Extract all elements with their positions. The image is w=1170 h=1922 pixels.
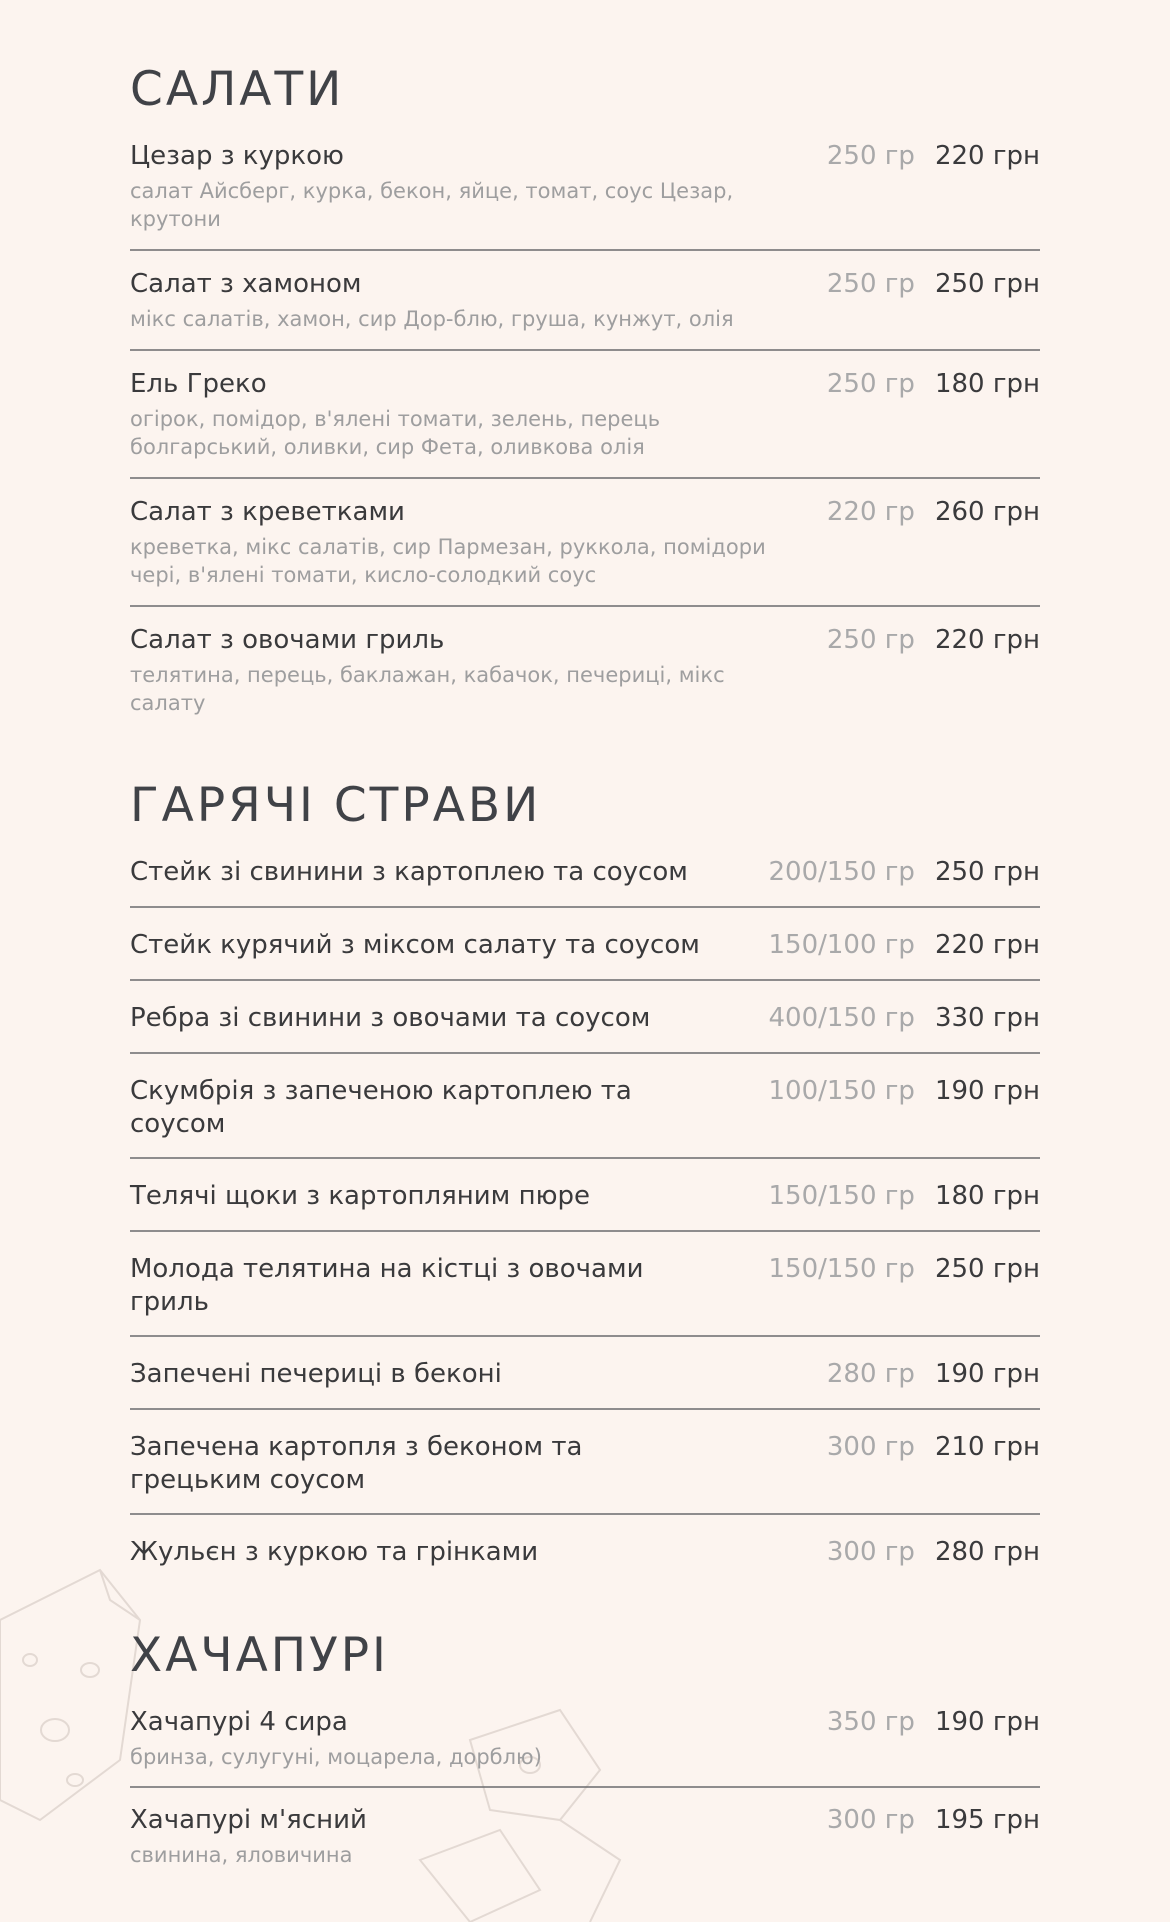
item-price: 250 грн bbox=[934, 857, 1040, 887]
menu-item bbox=[130, 1431, 1040, 1497]
item-price: 250 грн bbox=[934, 269, 1040, 299]
item-price: 220 грн bbox=[934, 141, 1040, 171]
divider bbox=[130, 1052, 1040, 1054]
item-price: 180 грн bbox=[934, 1181, 1040, 1211]
item-name: Хачапурі м'ясний bbox=[130, 1805, 367, 1835]
item-price: 180 грн bbox=[934, 369, 1040, 399]
item-description: мікс салатів, хамон, сир Дор-блю, груша, кунжут, олія bbox=[130, 307, 734, 331]
item-name: Стейк курячий з міксом салату та соусом bbox=[130, 930, 700, 960]
menu-item bbox=[130, 856, 1040, 889]
divider bbox=[130, 979, 1040, 981]
item-description: бринза, сулугуні, моцарела, дорблю) bbox=[130, 1745, 542, 1769]
item-price: 220 грн bbox=[934, 625, 1040, 655]
item-price: 250 грн bbox=[934, 1254, 1040, 1284]
menu-item bbox=[130, 496, 1040, 589]
item-name: Скумбрія з запеченою картоплею та соусом bbox=[130, 1076, 632, 1139]
item-name: Запечена картопля з беконом та грецьким соусом bbox=[130, 1432, 583, 1495]
menu-item bbox=[130, 1002, 1040, 1035]
item-weight: 250 гр bbox=[826, 269, 915, 299]
item-weight: 250 гр bbox=[826, 141, 915, 171]
menu-item bbox=[130, 1536, 1040, 1569]
item-description: салат Айсберг, курка, бекон, яйце, томат, соус Цезар, крутони bbox=[130, 179, 734, 231]
item-name: Жульєн з куркою та грінками bbox=[130, 1537, 539, 1567]
item-price: 190 грн bbox=[934, 1707, 1040, 1737]
item-price: 260 грн bbox=[934, 497, 1040, 527]
menu-item bbox=[130, 268, 1040, 333]
section-title: ГАРЯЧІ СТРАВИ bbox=[130, 778, 542, 833]
item-name: Салат з хамоном bbox=[130, 269, 362, 299]
divider bbox=[130, 605, 1040, 607]
item-price: 280 грн bbox=[934, 1537, 1040, 1567]
menu-item bbox=[130, 1253, 1040, 1319]
divider bbox=[130, 249, 1040, 251]
item-weight: 300 гр bbox=[826, 1805, 915, 1835]
item-name: Телячі щоки з картопляним пюре bbox=[130, 1181, 590, 1211]
item-name: Молода телятина на кістці з овочами гриль bbox=[130, 1254, 644, 1317]
section-title: САЛАТИ bbox=[130, 62, 345, 117]
menu-item bbox=[130, 1804, 1040, 1869]
menu-item bbox=[130, 929, 1040, 962]
item-description: телятина, перець, баклажан, кабачок, печериці, мікс салату bbox=[130, 663, 725, 715]
item-weight: 150/150 гр bbox=[768, 1254, 915, 1284]
item-weight: 150/150 гр bbox=[768, 1181, 915, 1211]
menu-item bbox=[130, 1180, 1040, 1213]
item-weight: 220 гр bbox=[826, 497, 915, 527]
menu-item bbox=[130, 1075, 1040, 1141]
menu-item bbox=[130, 368, 1040, 461]
item-price: 330 грн bbox=[934, 1003, 1040, 1033]
item-name: Ель Греко bbox=[130, 369, 267, 399]
menu-item bbox=[130, 140, 1040, 233]
menu-item bbox=[130, 624, 1040, 717]
item-description: свинина, яловичина bbox=[130, 1843, 353, 1867]
divider bbox=[130, 1157, 1040, 1159]
item-name: Салат з овочами гриль bbox=[130, 625, 445, 655]
section-hot-dishes bbox=[130, 778, 1040, 833]
menu-item bbox=[130, 1358, 1040, 1391]
item-weight: 350 гр bbox=[826, 1707, 915, 1737]
item-price: 220 грн bbox=[934, 930, 1040, 960]
item-price: 190 грн bbox=[934, 1076, 1040, 1106]
divider bbox=[130, 477, 1040, 479]
divider bbox=[130, 1335, 1040, 1337]
item-weight: 250 гр bbox=[826, 625, 915, 655]
item-description: огірок, помідор, в'ялені томати, зелень, перець болгарський, оливки, сир Фета, оливкова олія bbox=[130, 407, 661, 459]
section-khachapuri bbox=[130, 1628, 1040, 1683]
item-name: Запечені печериці в беконі bbox=[130, 1359, 502, 1389]
divider bbox=[130, 906, 1040, 908]
item-name: Стейк зі свинини з картоплею та соусом bbox=[130, 857, 688, 887]
item-price: 210 грн bbox=[934, 1432, 1040, 1462]
item-price: 195 грн bbox=[934, 1805, 1040, 1835]
item-weight: 400/150 гр bbox=[768, 1003, 915, 1033]
divider bbox=[130, 1230, 1040, 1232]
item-weight: 250 гр bbox=[826, 369, 915, 399]
item-price: 190 грн bbox=[934, 1359, 1040, 1389]
item-name: Салат з креветками bbox=[130, 497, 405, 527]
item-weight: 200/150 гр bbox=[768, 857, 915, 887]
item-name: Ребра зі свинини з овочами та соусом bbox=[130, 1003, 651, 1033]
item-weight: 300 гр bbox=[826, 1537, 915, 1567]
divider bbox=[130, 1513, 1040, 1515]
item-name: Цезар з куркою bbox=[130, 141, 344, 171]
item-weight: 280 гр bbox=[826, 1359, 915, 1389]
divider bbox=[130, 1786, 1040, 1788]
section-salads bbox=[130, 62, 1040, 117]
divider bbox=[130, 1408, 1040, 1410]
item-weight: 300 гр bbox=[826, 1432, 915, 1462]
divider bbox=[130, 349, 1040, 351]
item-weight: 150/100 гр bbox=[768, 930, 915, 960]
menu-item bbox=[130, 1706, 1040, 1771]
item-description: креветка, мікс салатів, сир Пармезан, руккола, помідори чері, в'ялені томати, кисло-солодкий соус bbox=[130, 535, 766, 587]
section-title: ХАЧАПУРІ bbox=[130, 1628, 389, 1683]
item-name: Хачапурі 4 сира bbox=[130, 1707, 348, 1737]
item-weight: 100/150 гр bbox=[768, 1076, 915, 1106]
